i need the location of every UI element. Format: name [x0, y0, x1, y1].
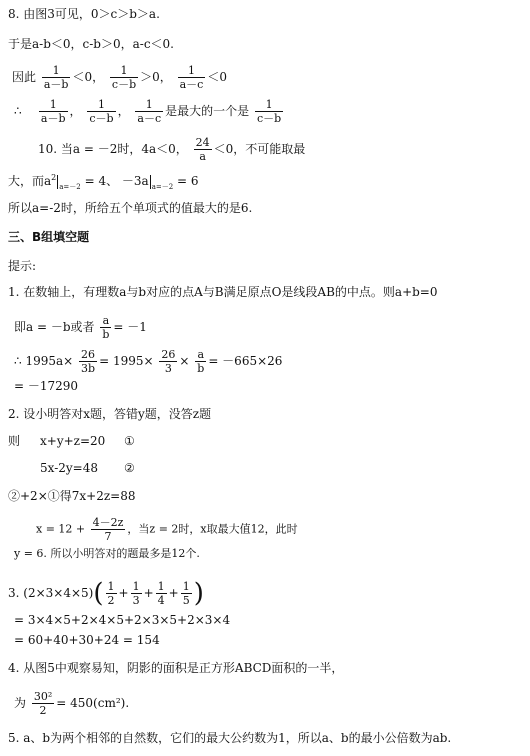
- line-q4-b: [14, 690, 129, 717]
- fraction-1-4: $\frac{1}{4}$: [157, 580, 165, 607]
- label-circled-1: ①: [124, 434, 135, 448]
- line-hint: 提示:: [8, 259, 37, 273]
- text-times: ×: [179, 354, 190, 368]
- exponent: 2: [51, 173, 57, 182]
- line-therefore-signs: 于是a-b＜0，c-b＞0，a-c＜0.: [8, 37, 174, 51]
- text-minus3a: = 4、 －3a: [84, 174, 149, 188]
- text-a2: 大，而a: [8, 174, 52, 188]
- line-q1-a: [14, 314, 147, 341]
- eval-bar-2: [150, 175, 151, 189]
- text-gt0: ＞0，: [140, 70, 172, 84]
- text-when-z2: ，当z = 2时，x取最大值12，此时: [127, 522, 298, 536]
- line-x-expr: [36, 516, 298, 543]
- eval-subscript: a=－2: [59, 183, 81, 191]
- text-wei: 为: [14, 696, 27, 710]
- line-conclusion-10: 所以a=-2时，所给五个单项式的值最大的是6.: [8, 201, 253, 215]
- text-neg1: = －1: [113, 320, 147, 334]
- fraction-26-3b: $\frac{26}{3b}$: [81, 348, 96, 375]
- fraction-1-5: $\frac{1}{5}$: [182, 580, 190, 607]
- line-8: 8. 由图3可见，0＞c＞b＞a.: [8, 7, 160, 21]
- text-1995a: ∴ 1995a×: [14, 354, 74, 368]
- line-fractions-signs: [12, 64, 227, 91]
- text-a-neg-b: 即a = －b或者: [14, 320, 95, 334]
- line-q1-b: [14, 348, 282, 375]
- line-q2: 2. 设小明答对x题，答错y题，没答z题: [8, 407, 212, 421]
- plus: +: [143, 586, 154, 600]
- right-paren: ): [193, 578, 204, 609]
- fraction-1-a-c-2: $\frac{1}{a-c}$: [137, 98, 162, 125]
- line-eq3: ②+2×①得7x+2z=88: [8, 489, 136, 503]
- fraction-1-a-b: $\frac{1}{a-b}$: [43, 64, 69, 91]
- fraction-1-a-c: $\frac{1}{a-c}$: [179, 64, 204, 91]
- therefore-symbol: ∴: [14, 104, 22, 118]
- text-lt0: ＜0，: [72, 70, 105, 84]
- left-paren: (: [93, 578, 104, 609]
- line-q5: 5. a、b为两个相邻的自然数，它们的最大公约数为1，所以a、b的最小公倍数为ab.: [8, 731, 452, 745]
- text-yinci: 因此: [12, 70, 37, 84]
- line-eq1: [8, 433, 135, 449]
- label-circled-2: ②: [124, 461, 135, 475]
- line-10: [38, 136, 305, 163]
- line-y6: y = 6. 所以小明答对的题最多是12个.: [14, 547, 200, 560]
- text-450: = 450(cm²).: [56, 696, 130, 710]
- fraction-1-3: $\frac{1}{3}$: [132, 580, 140, 607]
- text-ze: 则: [8, 434, 21, 448]
- fraction-30sq-2: $\frac{\text{30²}}{2}$: [33, 690, 53, 717]
- text-largest: 是最大的一个是: [165, 104, 250, 118]
- plus: +: [118, 586, 129, 600]
- fraction-1-c-b: $\frac{1}{c-b}$: [111, 64, 137, 91]
- comma: ，: [69, 104, 82, 118]
- line-q1-c: = －17290: [14, 379, 79, 393]
- fraction-a-b: $\frac{a}{b}$: [102, 314, 110, 341]
- plus: +: [168, 586, 179, 600]
- fraction-1-a-b-2: $\frac{1}{a-b}$: [40, 98, 66, 125]
- fraction-26-3: $\frac{26}{3}$: [161, 348, 176, 375]
- fraction-1-2: $\frac{1}{2}$: [107, 580, 115, 607]
- line-q3: [8, 580, 204, 607]
- text-not-max: ＜0，不可能取最: [213, 142, 306, 156]
- section-heading: 三、B组填空题: [8, 230, 90, 244]
- line-10-cont: [8, 170, 199, 195]
- line-q3-b: = 3×4×5+2×4×5+2×3×5+2×3×4: [14, 613, 231, 627]
- eval-subscript-2: a=－2: [151, 183, 174, 191]
- fraction-24-a: $\frac{24}{a}$: [195, 136, 210, 163]
- equation-1: x+y+z=20: [40, 434, 106, 448]
- line-q3-c: = 60+40+30+24 = 154: [14, 633, 160, 647]
- text-10: 10. 当a = －2时，4a＜0，: [38, 142, 188, 156]
- equation-2: 5x-2y=48: [40, 461, 98, 475]
- text-eq6: = 6: [177, 174, 199, 188]
- text-x12: x = 12 +: [36, 522, 86, 536]
- fraction-4-2z-7: $\frac{4-2z}{7}$: [92, 516, 124, 543]
- line-q4: 4. 从图5中观察易知，阴影的面积是正方形ABCD面积的一半，: [8, 661, 344, 675]
- line-largest-fraction: [14, 98, 285, 125]
- fraction-1-c-b-2: $\frac{1}{c-b}$: [89, 98, 114, 125]
- comma: ，: [117, 104, 130, 118]
- text-665: = －665×26: [208, 354, 283, 368]
- fraction-1-c-b-3: $\frac{1}{c-b}$: [256, 98, 282, 125]
- text-1995: = 1995×: [99, 354, 154, 368]
- text-product: 3. (2×3×4×5): [8, 586, 94, 600]
- text-lt0-2: ＜0: [207, 70, 227, 84]
- line-q1: 1. 在数轴上，有理数a与b对应的点A与B满足原点O是线段AB的中点。则a+b=0: [8, 285, 438, 299]
- fraction-a-b-2: $\frac{a}{b}$: [197, 348, 205, 375]
